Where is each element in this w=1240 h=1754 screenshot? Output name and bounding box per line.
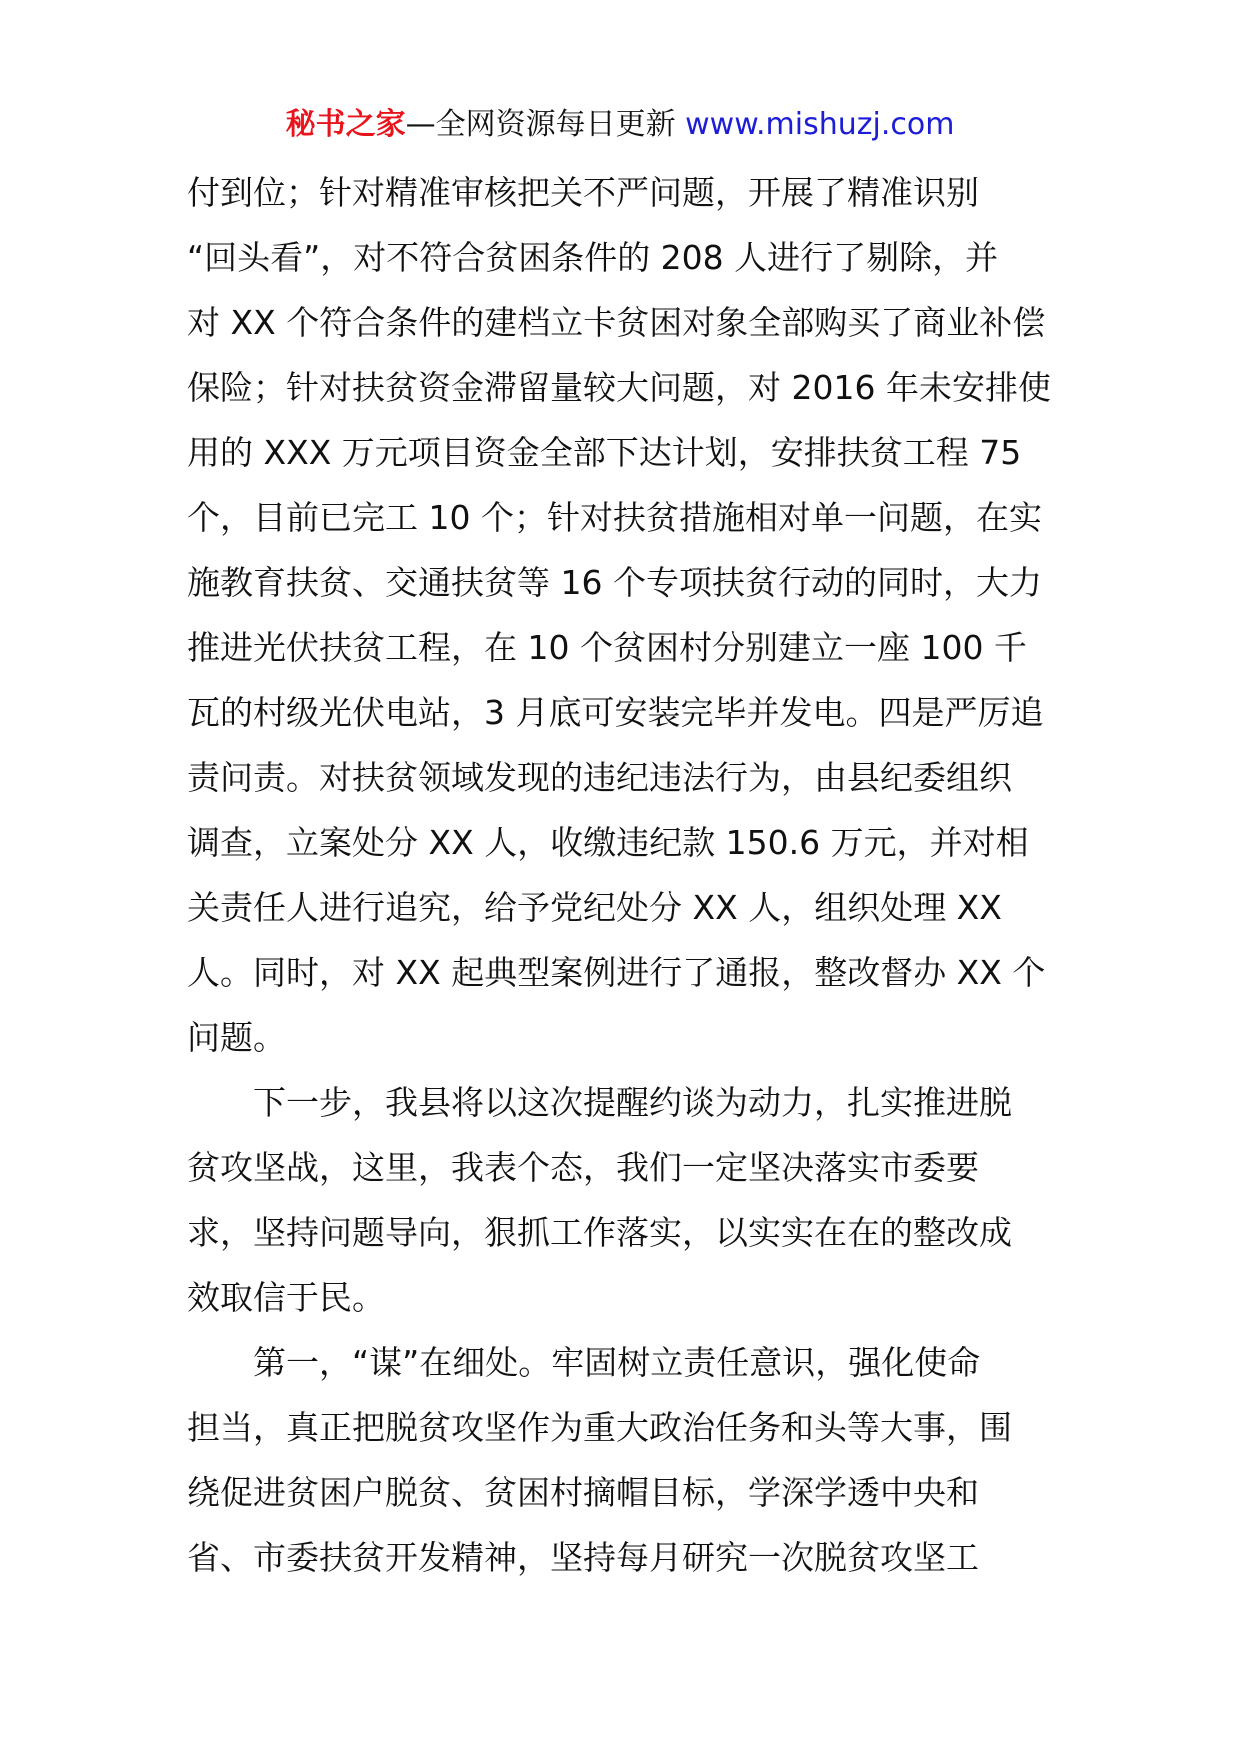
text-line: 责问责。对扶贫领域发现的违纪违法行为，由县纪委组织 — [187, 758, 1012, 797]
brand-name: 秘书之家 — [285, 107, 406, 142]
text-line: 下一步，我县将以这次提醒约谈为动力，扎实推进脱 — [187, 1083, 1012, 1122]
text-line: 个，目前已完工 10 个；针对扶贫措施相对单一问题，在实 — [187, 498, 1042, 537]
text-line: 省、市委扶贫开发精神，坚持每月研究一次脱贫攻坚工 — [187, 1538, 979, 1577]
text-line: 问题。 — [187, 1018, 286, 1057]
text-line: 保险；针对扶贫资金滞留量较大问题，对 2016 年未安排使 — [187, 368, 1051, 407]
text-line: 施教育扶贫、交通扶贫等 16 个专项扶贫行动的同时，大力 — [187, 563, 1042, 602]
text-line: 求，坚持问题导向，狠抓工作落实，以实实在在的整改成 — [187, 1213, 1012, 1252]
text-line: 贫攻坚战，这里，我表个态，我们一定坚决落实市委要 — [187, 1148, 979, 1187]
site-header — [0, 100, 1240, 150]
text-line: 效取信于民。 — [187, 1278, 385, 1317]
site-url-link[interactable]: www.mishuzj.com — [685, 107, 955, 142]
text-line: 用的 XXX 万元项目资金全部下达计划，安排扶贫工程 75 — [187, 433, 1022, 472]
text-line: 关责任人进行追究，给予党纪处分 XX 人，组织处理 XX — [187, 888, 1002, 927]
text-line: 绕促进贫困户脱贫、贫困村摘帽目标，学深学透中央和 — [187, 1473, 979, 1512]
text-line: “回头看”，对不符合贫困条件的 208 人进行了剔除，并 — [187, 238, 999, 277]
text-line: 第一，“谋”在细处。牢固树立责任意识，强化使命 — [187, 1343, 981, 1382]
text-line: 瓦的村级光伏电站，3 月底可安装完毕并发电。四是严厉追 — [187, 693, 1044, 732]
text-line: 推进光伏扶贫工程，在 10 个贫困村分别建立一座 100 千 — [187, 628, 1027, 667]
header-tagline: —全网资源每日更新 — [405, 107, 676, 142]
document-body — [187, 160, 1057, 1590]
text-line: 担当，真正把脱贫攻坚作为重大政治任务和头等大事，围 — [187, 1408, 1012, 1447]
text-line: 人。同时，对 XX 起典型案例进行了通报，整改督办 XX 个 — [187, 953, 1046, 992]
text-line: 对 XX 个符合条件的建档立卡贫困对象全部购买了商业补偿 — [187, 303, 1046, 342]
text-line: 付到位；针对精准审核把关不严问题，开展了精准识别 — [187, 173, 979, 212]
text-line: 调查，立案处分 XX 人，收缴违纪款 150.6 万元，并对相 — [187, 823, 1029, 862]
